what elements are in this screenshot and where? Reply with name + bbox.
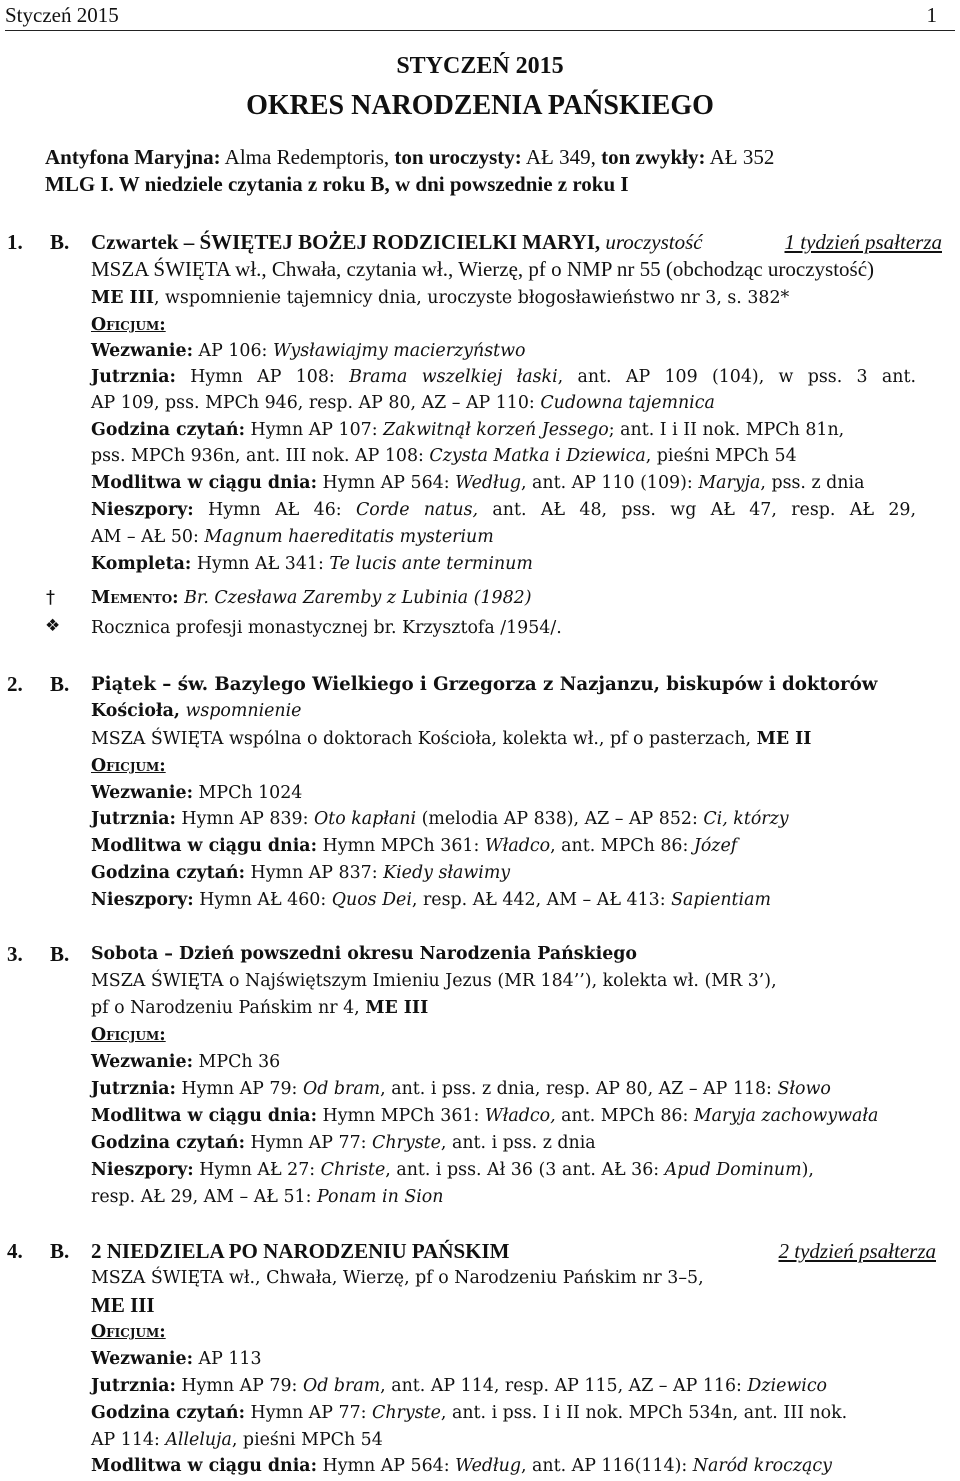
psalter-week: 2 tydzień psałterza — [778, 1239, 936, 1263]
office-readings-cont — [91, 444, 797, 469]
office-vespers — [91, 888, 771, 913]
hymn-title: Wysławiajmy macierzyństwo — [272, 341, 526, 361]
hour-label: Godzina czytań: — [91, 1403, 245, 1423]
office-vespers — [91, 1158, 814, 1183]
ton-zwykly-text: AŁ 352 — [705, 145, 775, 169]
antiphon-title: Maryja zachowywała — [693, 1106, 879, 1126]
office-daytime — [91, 1454, 832, 1479]
hymn-title: Cudowna tajemnica — [540, 393, 715, 413]
hour-label: Modlitwa w ciągu dnia: — [91, 1456, 317, 1476]
hour-text: Hymn AŁ 46: — [193, 500, 356, 520]
mass-ordinary: ME III — [365, 998, 429, 1018]
office-compline — [91, 552, 533, 577]
mass-ordinary: ME II — [756, 729, 812, 749]
mlg-text: MLG I. — [45, 172, 114, 196]
antiphon-title: Ci, którzy — [703, 809, 789, 829]
hour-text: Hymn AP 79: — [175, 1376, 303, 1396]
antiphon-title: Naród kroczący — [692, 1456, 832, 1476]
hour-label: Jutrznia: — [91, 1376, 176, 1396]
hymn-title: Brama wszelkiej łaski — [349, 367, 558, 387]
hour-text: Hymn AP 79: — [175, 1079, 303, 1099]
antiphon-title: Alleluja — [165, 1430, 232, 1450]
hour-text: resp. AŁ 29, AM – AŁ 51: — [91, 1187, 317, 1207]
mass-line — [91, 727, 811, 752]
hour-text: ant. AŁ 48, pss. wg AŁ 47, resp. AŁ 29, — [478, 500, 916, 520]
day-number: 1. — [7, 230, 23, 254]
office-heading: Oficjum: — [91, 756, 166, 776]
ton-uroczysty-label: ton uroczysty: — [394, 145, 522, 169]
hymn-title: Oto kapłani — [314, 809, 417, 829]
hour-label: Nieszpory: — [91, 890, 194, 910]
hour-label: Jutrznia: — [91, 1079, 176, 1099]
hymn-title: Chryste — [372, 1403, 441, 1423]
document-title: STYCZEŃ 2015 — [396, 53, 564, 79]
hour-text: , ant. i pss. z dnia, resp. AP 80, AZ – AP 118: — [380, 1079, 778, 1099]
page-header — [5, 0, 955, 31]
hymn-title: Zakwitnął korzeń Jessego — [383, 420, 609, 440]
feast-rank: uroczystość — [600, 230, 703, 254]
office-readings — [91, 1401, 847, 1426]
office-daytime — [91, 471, 864, 496]
hymn-title: Władco, — [484, 1106, 556, 1126]
antiphon-title: Ponam in Sion — [316, 1187, 444, 1207]
hour-text: AP 106: — [193, 341, 273, 361]
hour-text: Hymn AP 837: — [245, 863, 384, 883]
header-title: Styczeń 2015 — [5, 3, 119, 27]
hour-text: Hymn AP 564: — [317, 1456, 456, 1476]
hour-label: Modlitwa w ciągu dnia: — [91, 836, 317, 856]
hour-text: Hymn AŁ 341: — [191, 554, 330, 574]
diamond-bullet-icon: ❖ — [45, 616, 61, 636]
mass-details: pf o Narodzeniu Pańskim nr 4, — [91, 998, 366, 1018]
hour-label: Kompleta: — [91, 554, 192, 574]
header-page-number: 1 — [926, 3, 937, 27]
hour-label: Wezwanie: — [91, 1052, 194, 1072]
memento-label: Memento: — [91, 588, 179, 608]
hour-label: Modlitwa w ciągu dnia: — [91, 473, 317, 493]
hymn-title: Władco — [484, 836, 551, 856]
hymn-title: Corde natus, — [355, 500, 479, 520]
office-vespers — [91, 498, 916, 523]
hour-text: MPCh 1024 — [193, 783, 303, 803]
hour-text: AP 113 — [193, 1349, 262, 1369]
memento-line — [91, 586, 532, 611]
hour-label: Jutrznia: — [91, 809, 176, 829]
hour-text: , ant. AP 114, resp. AP 115, AZ – AP 116: — [380, 1376, 748, 1396]
hour-label: Wezwanie: — [91, 1349, 194, 1369]
hour-text: Hymn AP 839: — [175, 809, 314, 829]
hour-label: Wezwanie: — [91, 341, 194, 361]
antyfona-text: Alma Redemptoris, — [220, 145, 395, 169]
day-title: 2 NIEDZIELA PO NARODZENIU PAŃSKIM — [91, 1239, 510, 1263]
day-title: Piątek – św. Bazylego Wielkiego i Grzegorza z Nazjanzu, biskupów i doktorów — [91, 674, 878, 695]
cross-icon: † — [46, 587, 55, 608]
hour-text: , ant. AP 116(114): — [520, 1456, 693, 1476]
hour-text: Hymn AP 107: — [245, 420, 384, 440]
mass-ordinary: ME III — [91, 1293, 155, 1317]
antiphon-title: Magnum haereditatis mysterium — [204, 527, 494, 547]
hour-label: Nieszpory: — [91, 1160, 194, 1180]
hour-label: Wezwanie: — [91, 783, 194, 803]
day-number: 2. — [7, 672, 23, 696]
hour-text: Hymn AŁ 27: — [193, 1160, 321, 1180]
hour-label: Godzina czytań: — [91, 420, 245, 440]
psalter-week: 1 tydzień psałterza — [784, 230, 942, 254]
hour-label: Nieszpory: — [91, 500, 194, 520]
hymn-title: Czysta Matka i Dziewica — [429, 446, 646, 466]
ton-uroczysty-text: AŁ 349, — [521, 145, 602, 169]
hour-text: , ant. MPCh 86: — [550, 836, 694, 856]
hymn-title: Od bram — [302, 1079, 381, 1099]
hymn-title: Od bram — [302, 1376, 381, 1396]
office-heading: Oficjum: — [91, 1322, 166, 1342]
hour-text: , ant. i pss. z dnia — [440, 1133, 596, 1153]
hour-text: , ant. i pss. I i II nok. MPCh 534n, ant. III nok. — [440, 1403, 848, 1423]
office-invitatory — [91, 339, 525, 364]
hour-text: Hymn AP 564: — [317, 473, 456, 493]
office-readings — [91, 861, 510, 886]
memento-text: Br. Czesława Zaremby z Lubinia (1982) — [178, 588, 532, 608]
day-letter: B. — [50, 1239, 70, 1263]
hour-text: ant. MPCh 86: — [555, 1106, 694, 1126]
office-lauds — [91, 1374, 827, 1399]
hymn-title: Te lucis ante terminum — [329, 554, 533, 574]
office-invitatory — [91, 1050, 280, 1075]
hour-text: pss. MPCh 936n, ant. III nok. AP 108: — [91, 446, 430, 466]
day-letter: B. — [50, 672, 70, 696]
hour-text: (melodia AP 838), AZ – AP 852: — [416, 809, 704, 829]
hour-text: ), — [801, 1160, 814, 1180]
hour-text: AP 109, pss. MPCh 946, resp. AP 80, AZ – AP 110: — [91, 393, 541, 413]
hour-text: , pieśni MPCh 54 — [645, 446, 797, 466]
anniversary-line: Rocznica profesji monastycznej br. Krzysztofa /1954/. — [91, 618, 562, 638]
office-vespers-cont — [91, 1185, 443, 1210]
mass-line: MSZA ŚWIĘTA wł., Chwała, Wierzę, pf o Narodzeniu Pańskim nr 3–5, — [91, 1268, 704, 1288]
antiphon-title: Maryja — [698, 473, 761, 493]
antiphon-title: Józef — [693, 836, 738, 856]
hour-text: , resp. AŁ 442, AM – AŁ 413: — [411, 890, 672, 910]
hour-label: Modlitwa w ciągu dnia: — [91, 1106, 317, 1126]
hymn-title: Christe — [320, 1160, 386, 1180]
feast-rank: wspomnienie — [179, 701, 302, 721]
hour-text: Hymn AP 108: — [175, 367, 350, 387]
mass-line — [91, 286, 789, 311]
office-invitatory — [91, 1347, 262, 1372]
office-daytime — [91, 834, 737, 859]
day-title: Sobota – Dzień powszedni okresu Narodzenia Pańskiego — [91, 944, 638, 964]
document-subtitle: OKRES NARODZENIA PAŃSKIEGO — [246, 90, 714, 121]
office-heading: Oficjum: — [91, 315, 166, 335]
antiphon-title: Apud Dominum — [664, 1160, 802, 1180]
hour-text: AP 114: — [91, 1430, 166, 1450]
antiphon-title: Słowo — [777, 1079, 831, 1099]
hymn-title: Chryste — [372, 1133, 441, 1153]
hour-text: , pieśni MPCh 54 — [231, 1430, 383, 1450]
feast-name: Czwartek – ŚWIĘTEJ BOŻEJ RODZICIELKI MARYI, — [91, 230, 601, 254]
hymn-title: Kiedy sławimy — [383, 863, 511, 883]
day-title-cont — [91, 699, 301, 724]
office-heading: Oficjum: — [91, 1025, 166, 1045]
feast-name: Kościoła, — [91, 701, 180, 721]
intro-line-1 — [45, 145, 774, 170]
mass-ordinary: ME III — [91, 288, 154, 308]
hour-text: Hymn MPCh 361: — [317, 1106, 485, 1126]
hour-label: Jutrznia: — [91, 367, 176, 387]
office-lauds — [91, 807, 789, 832]
hour-text: Hymn AŁ 460: — [193, 890, 332, 910]
readings-note: W niedziele czytania z roku B, w dni powszednie z roku I — [113, 172, 629, 196]
hour-text: , ant. i pss. Ał 36 (3 ant. AŁ 36: — [385, 1160, 665, 1180]
hymn-title: Quos Dei — [331, 890, 412, 910]
hour-text: Hymn MPCh 361: — [317, 836, 485, 856]
hymn-title: Według — [455, 1456, 521, 1476]
mass-details: MSZA ŚWIĘTA wspólna o doktorach Kościoła, kolekta wł., pf o pasterzach, — [91, 729, 757, 749]
office-lauds-cont — [91, 391, 715, 416]
antiphon-title: Sapientiam — [671, 890, 771, 910]
day-letter: B. — [50, 942, 70, 966]
mass-details: , wspomnienie tajemnicy dnia, uroczyste błogosławieństwo nr 3, s. 382* — [153, 288, 790, 308]
hour-text: MPCh 36 — [193, 1052, 281, 1072]
day-title — [91, 230, 703, 255]
mass-line: MSZA ŚWIĘTA wł., Chwała, czytania wł., Wierzę, pf o NMP nr 55 (obchodząc uroczystość) — [91, 257, 875, 281]
office-invitatory — [91, 781, 302, 806]
day-number: 4. — [7, 1239, 23, 1263]
hour-label: Godzina czytań: — [91, 1133, 245, 1153]
hour-text: , pss. z dnia — [760, 473, 865, 493]
antyfona-label: Antyfona Maryjna: — [45, 145, 221, 169]
mass-line — [91, 996, 428, 1021]
intro-line-2 — [45, 172, 629, 197]
hour-label: Godzina czytań: — [91, 863, 245, 883]
hour-text: Hymn AP 77: — [245, 1133, 373, 1153]
day-number: 3. — [7, 942, 23, 966]
office-readings — [91, 418, 844, 443]
day-letter: B. — [50, 230, 70, 254]
office-readings — [91, 1131, 596, 1156]
mass-line: MSZA ŚWIĘTA o Najświętszym Imieniu Jezus (MR 184’’), kolekta wł. (MR 3’), — [91, 971, 777, 991]
office-vespers-cont — [91, 525, 494, 550]
hour-text: , ant. AP 110 (109): — [520, 473, 699, 493]
office-lauds — [91, 1077, 831, 1102]
office-daytime — [91, 1104, 878, 1129]
hour-text: AM – AŁ 50: — [91, 527, 205, 547]
hour-text: Hymn AP 77: — [245, 1403, 373, 1423]
hour-text: ; ant. I i II nok. MPCh 81n, — [608, 420, 845, 440]
hymn-title: Według — [455, 473, 521, 493]
antiphon-title: Dziewico — [747, 1376, 828, 1396]
office-readings-cont — [91, 1428, 383, 1453]
office-lauds — [91, 365, 916, 390]
ton-zwykly-label: ton zwykły: — [601, 145, 706, 169]
hour-text: , ant. AP 109 (104), w pss. 3 ant. — [557, 367, 916, 387]
